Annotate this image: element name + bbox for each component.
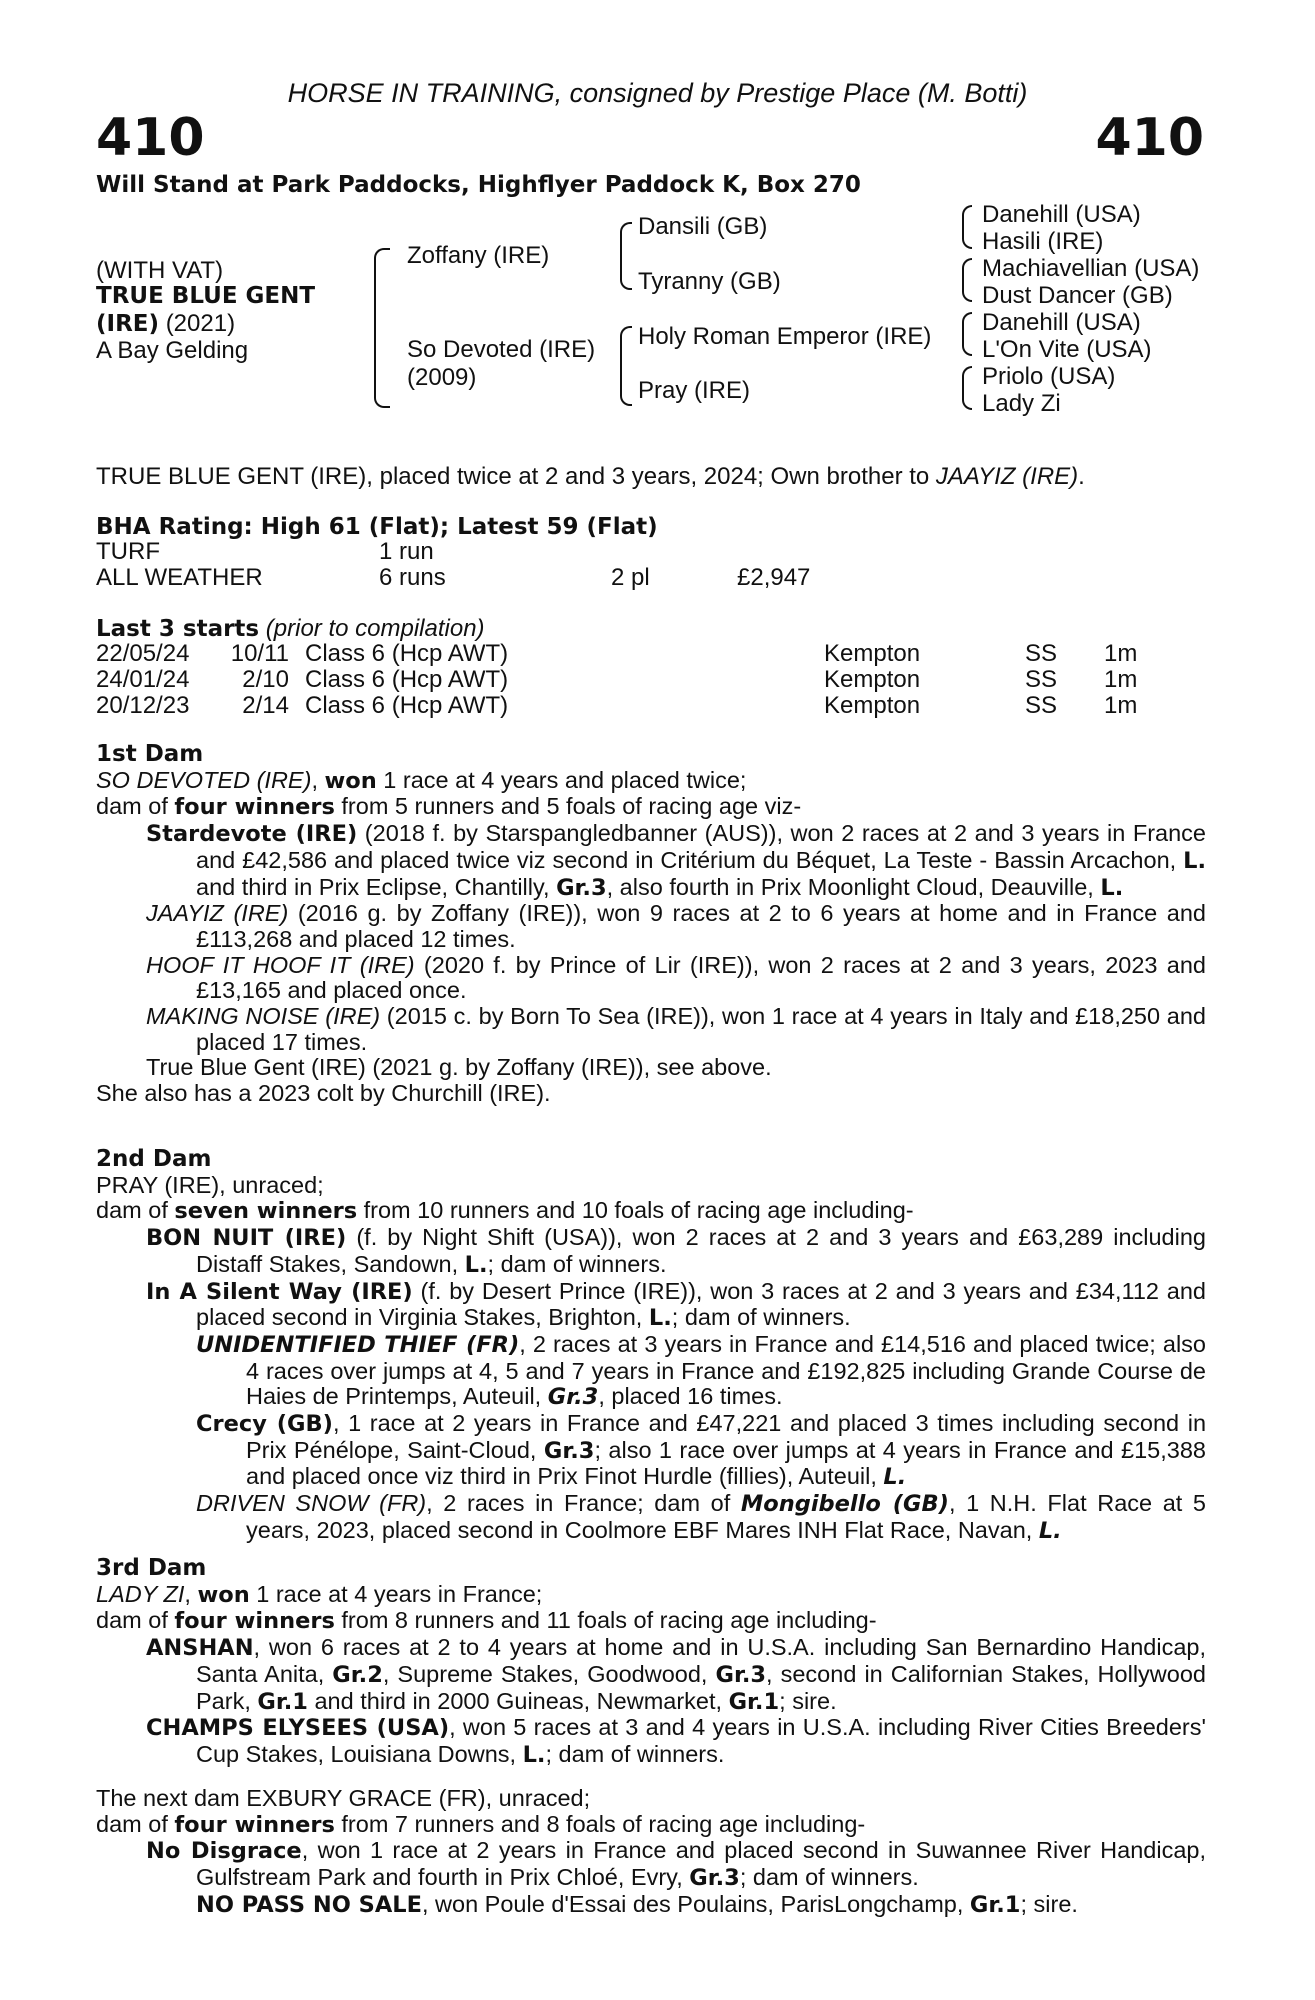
grade-tag: Gr.1: [728, 1688, 780, 1715]
produce-name: HOOF IT HOOF IT (IRE): [146, 951, 415, 978]
grade-tag: Gr.2: [332, 1661, 383, 1688]
grandparent-7: Priolo (USA): [982, 363, 1116, 390]
start-class: Class 6 (Hcp AWT): [305, 666, 509, 693]
produce-name: NO PASS NO SALE: [196, 1891, 422, 1918]
table-row: [96, 539, 810, 565]
start-position: 10/11: [230, 640, 289, 667]
g-brace-1: [962, 205, 972, 249]
last-starts-note: (prior to compilation): [265, 615, 485, 642]
horse-summary: [96, 463, 1085, 490]
first-dam-name: SO DEVOTED (IRE): [96, 766, 312, 793]
dam-sire: Holy Roman Emperor (IRE): [638, 323, 932, 350]
second-dam-section: [96, 1147, 1206, 1545]
grade-tag: Gr.3: [689, 1865, 740, 1892]
produce-text: , won 6 races at 2 to 4 years at home and in U.S.A. including San Bernardino Handicap, Santa Anita,: [196, 1634, 1206, 1687]
third-dam-record: 1 race at 4 years in France;: [249, 1580, 543, 1607]
produce-entry: [96, 1004, 1206, 1055]
start-date: 22/05/24: [96, 640, 190, 667]
start-going: SS: [1025, 640, 1058, 667]
produce-text: , won 5 races at 3 and 4 years in U.S.A. including River Cities Breeders' Cup Stakes, Louisiana Downs,: [196, 1714, 1206, 1767]
record-surface: TURF: [96, 538, 160, 565]
produce-name: UNIDENTIFIED THIEF (FR): [196, 1331, 520, 1358]
first-dam-record: 1 race at 4 years and placed twice;: [376, 766, 747, 793]
grandparent-6: L'On Vite (USA): [982, 336, 1152, 363]
produce-name: Crecy (GB): [196, 1411, 333, 1438]
record-runs: 1 run: [379, 538, 434, 565]
produce-entry: [96, 821, 1206, 901]
record-runs: 6 runs: [379, 564, 446, 591]
winners-detail: from 7 runners and 8 foals of racing age including-: [334, 1810, 866, 1837]
sire-name: Zoffany (IRE): [407, 242, 550, 269]
horse-origin: (IRE): [96, 311, 160, 337]
winners-count: four winners: [174, 1811, 335, 1838]
produce-entry: [96, 1332, 1206, 1411]
sire-dam: Tyranny (GB): [638, 268, 781, 295]
won-label: won: [197, 1581, 250, 1608]
lot-number-left: 410: [96, 108, 205, 168]
listed-tag: L.: [1100, 874, 1124, 901]
dam-of: dam of: [96, 793, 175, 820]
grade-tag: Gr.3: [543, 1437, 595, 1464]
record-prize: £2,947: [737, 564, 811, 591]
first-dam-section: [96, 742, 1206, 1107]
pedigree-brace-main: [374, 248, 390, 408]
produce-text: , won 1 race at 2 years in France and placed second in Suwannee River Handicap, Gulfstream Park and fourth in Prix Chloé, Evry,: [196, 1837, 1206, 1891]
first-dam-heading: 1st Dam: [96, 741, 204, 767]
table-row: [96, 693, 1137, 719]
winners-detail: from 8 runners and 11 foals of racing age including-: [334, 1607, 877, 1634]
record-placed: 2 pl: [611, 564, 650, 591]
last-starts-table: [96, 641, 1137, 719]
produce-entry: [96, 1411, 1206, 1491]
produce-entry: True Blue Gent (IRE) (2021 g. by Zoffany (IRE)), see above.: [146, 1054, 772, 1081]
produce-entry: [96, 1279, 1206, 1332]
produce-text: (f. by Night Shift (USA)), won 2 races at 2 and 3 years and £63,289 including Distaff Stakes, Sandown,: [196, 1224, 1206, 1277]
g-brace-4: [962, 366, 972, 410]
summary-text: TRUE BLUE GENT (IRE), placed twice at 2 and 3 years, 2024; Own brother to: [96, 463, 936, 490]
winners-count: four winners: [174, 1608, 335, 1635]
produce-entry: [96, 1838, 1206, 1891]
dam-of: dam of: [96, 1607, 175, 1634]
first-dam-produce-line: [96, 794, 1206, 821]
dam-year: (2009): [407, 364, 477, 391]
produce-text: , second in Californian Stakes, Hollywood Park,: [196, 1660, 1206, 1714]
catalogue-header: HORSE IN TRAINING, consigned by Prestige Place (M. Botti): [287, 78, 1028, 108]
start-date: 20/12/23: [96, 692, 190, 719]
produce-name: Stardevote (IRE): [146, 821, 358, 848]
produce-entry: [96, 953, 1206, 1004]
vat-note: (WITH VAT): [96, 257, 224, 284]
dam-of: dam of: [96, 1810, 175, 1837]
produce-entry: [96, 901, 1206, 952]
listed-tag: L.: [1183, 847, 1206, 874]
listed-tag: L.: [648, 1305, 672, 1332]
grade-tag: Gr.3: [715, 1661, 767, 1688]
dam-name: So Devoted (IRE): [407, 336, 596, 363]
start-position: 2/14: [242, 692, 289, 719]
produce-entry: [96, 1225, 1206, 1278]
last-starts-title: Last 3 starts: [96, 616, 260, 642]
winners-detail: from 5 runners and 5 foals of racing age viz-: [334, 793, 802, 820]
start-distance: 1m: [1104, 666, 1138, 693]
listed-tag: L.: [883, 1464, 907, 1491]
winners-detail: from 10 runners and 10 foals of racing age including-: [357, 1197, 914, 1224]
next-dam-produce-line: [96, 1812, 1206, 1839]
start-class: Class 6 (Hcp AWT): [305, 692, 509, 719]
grandparent-1: Danehill (USA): [982, 201, 1141, 228]
second-dam-heading: 2nd Dam: [96, 1146, 212, 1172]
table-row: [96, 641, 1137, 667]
produce-text: (2018 f. by Starspangledbanner (AUS)), won 2 races at 2 and 3 years in France and £42,586 and placed twice viz second in Critérium du Béquet, La Teste - Bassin Arcachon,: [196, 820, 1207, 873]
produce-text: (f. by Desert Prince (IRE)), won 3 races at 2 and 3 years and £34,112 and placed second in Virginia Stakes, Brighton,: [196, 1277, 1206, 1331]
third-dam-section: [96, 1556, 1206, 1769]
third-dam-line: LADY ZI, won 1 race at 4 years in France;: [96, 1580, 543, 1608]
listed-tag: L.: [1038, 1517, 1062, 1544]
winners-count: four winners: [174, 794, 335, 821]
produce-text: , Supreme Stakes, Goodwood,: [382, 1660, 716, 1687]
start-date: 24/01/24: [96, 666, 190, 693]
grade-tag: Gr.1: [257, 1688, 308, 1715]
race-record-table: [96, 539, 810, 591]
start-distance: 1m: [1104, 640, 1138, 667]
start-course: Kempton: [824, 692, 921, 719]
start-course: Kempton: [824, 666, 921, 693]
produce-text: , 2 races in France; dam of: [426, 1490, 741, 1517]
produce-text: (2016 g. by Zoffany (IRE)), won 9 races at 2 to 6 years at home and in France and £113,268 and placed 12 times.: [196, 900, 1206, 952]
produce-text: , placed 16 times.: [598, 1383, 783, 1410]
produce-text: ; dam of winners.: [487, 1250, 667, 1277]
start-going: SS: [1025, 692, 1058, 719]
horse-name: TRUE BLUE GENT: [96, 283, 316, 309]
produce-name: ANSHAN: [146, 1635, 254, 1662]
produce-text: ; dam of winners.: [739, 1864, 919, 1891]
rating-heading: BHA Rating: High 61 (Flat); Latest 59 (Flat): [96, 514, 658, 540]
listed-tag: L.: [522, 1741, 546, 1768]
produce-text: , won Poule d'Essai des Poulains, ParisLongchamp,: [421, 1890, 970, 1917]
produce-name: JAAYIZ (IRE): [146, 900, 289, 927]
produce-text: ; also 1 race over jumps at 4 years in France and £15,388 and placed once viz third in Prix Finot Hurdle (fillies), Auteuil,: [246, 1436, 1206, 1490]
summary-end: .: [1078, 463, 1085, 490]
horse-description: A Bay Gelding: [96, 337, 249, 364]
next-dam-line: The next dam EXBURY GRACE (FR), unraced;: [96, 1785, 591, 1811]
second-dam-produce-line: [96, 1198, 1206, 1225]
listed-tag: L.: [464, 1251, 488, 1278]
grandparent-3: Machiavellian (USA): [982, 255, 1200, 282]
produce-name: BON NUIT (IRE): [146, 1225, 347, 1252]
produce-text: , 1 N.H. Flat Race at 5 years, 2023, placed second in Coolmore EBF Mares INH Flat Race, Navan,: [246, 1490, 1207, 1543]
grandparent-5: Danehill (USA): [982, 309, 1141, 336]
last-starts-heading: [96, 615, 485, 643]
produce-entry: [96, 1892, 1206, 1919]
horse-origin-year: [96, 310, 235, 338]
winners-count: seven winners: [174, 1198, 358, 1225]
grade-tag: Gr.3: [547, 1384, 599, 1411]
first-dam-line: SO DEVOTED (IRE), won 1 race at 4 years and placed twice;: [96, 766, 747, 794]
dam-dam: Pray (IRE): [638, 377, 751, 404]
produce-text: and third in Prix Eclipse, Chantilly,: [196, 873, 557, 900]
second-dam-line: PRAY (IRE), unraced;: [96, 1171, 324, 1198]
won-label: won: [324, 767, 377, 794]
produce-text: ; dam of winners.: [671, 1304, 851, 1331]
dam-of: dam of: [96, 1197, 175, 1224]
produce-text: and third in 2000 Guineas, Newmarket,: [307, 1687, 729, 1714]
start-course: Kempton: [824, 640, 921, 667]
produce-text: (2020 f. by Prince of Lir (IRE)), won 2 races at 2 and 3 years, 2023 and £13,165 and placed once.: [196, 951, 1206, 1004]
lot-number-right: 410: [1095, 108, 1204, 168]
grade-tag: Gr.3: [556, 874, 607, 901]
produce-name: No Disgrace: [146, 1838, 302, 1865]
produce-entry: [96, 1715, 1206, 1768]
summary-brother: JAAYIZ (IRE): [935, 463, 1079, 490]
third-dam-produce-line: [96, 1608, 1206, 1635]
stabling-info: Will Stand at Park Paddocks, Highflyer Paddock K, Box 270: [96, 172, 861, 198]
grandparent-4: Dust Dancer (GB): [982, 282, 1173, 309]
start-going: SS: [1025, 666, 1058, 693]
produce-text: ; dam of winners.: [545, 1740, 725, 1767]
produce-entry: [96, 1635, 1206, 1715]
g-brace-3: [962, 312, 972, 356]
table-row: [96, 565, 810, 591]
dam-brace: [620, 326, 632, 406]
produce-name: In A Silent Way (IRE): [146, 1278, 413, 1305]
sire-brace: [620, 222, 632, 290]
third-dam-heading: 3rd Dam: [96, 1555, 207, 1581]
produce-text: (2015 c. by Born To Sea (IRE)), won 1 race at 4 years in Italy and £18,250 and placed 17 times.: [196, 1003, 1206, 1055]
start-distance: 1m: [1104, 692, 1138, 719]
table-row: [96, 667, 1137, 693]
produce-text: ; sire.: [779, 1687, 837, 1714]
g-brace-2: [962, 258, 972, 302]
grandparent-2: Hasili (IRE): [982, 228, 1104, 255]
produce-text: ; sire.: [1020, 1890, 1078, 1917]
produce-name: DRIVEN SNOW (FR): [196, 1490, 427, 1517]
produce-text: , 1 race at 2 years in France and £47,221 and placed 3 times including second in Prix Pénélope, Saint-Cloud,: [246, 1410, 1207, 1463]
start-position: 2/10: [242, 666, 289, 693]
produce-name: Mongibello (GB): [740, 1491, 949, 1518]
record-surface: ALL WEATHER: [96, 564, 263, 591]
produce-name: MAKING NOISE (IRE): [146, 1003, 381, 1030]
also-has-note: She also has a 2023 colt by Churchill (IRE).: [96, 1080, 551, 1107]
record-prize: [737, 539, 810, 565]
produce-entry: [96, 1491, 1206, 1544]
produce-text: , also fourth in Prix Moonlight Cloud, Deauville,: [606, 873, 1101, 900]
grade-tag: Gr.1: [969, 1891, 1021, 1918]
record-placed: [611, 539, 737, 565]
produce-text: , 2 races at 3 years in France and £14,516 and placed twice; also 4 races over jumps at 4, 5 and 7 years in France and £192,825 including Grande Course de Haies de Printemps, Auteuil,: [246, 1330, 1207, 1410]
next-dam-section: [96, 1786, 1206, 1919]
third-dam-name: LADY ZI: [96, 1580, 185, 1607]
grandparent-8: Lady Zi: [982, 390, 1061, 417]
start-class: Class 6 (Hcp AWT): [305, 640, 509, 667]
sire-sire: Dansili (GB): [638, 213, 768, 240]
horse-year: (2021): [165, 310, 236, 337]
produce-name: CHAMPS ELYSEES (USA): [146, 1715, 450, 1742]
